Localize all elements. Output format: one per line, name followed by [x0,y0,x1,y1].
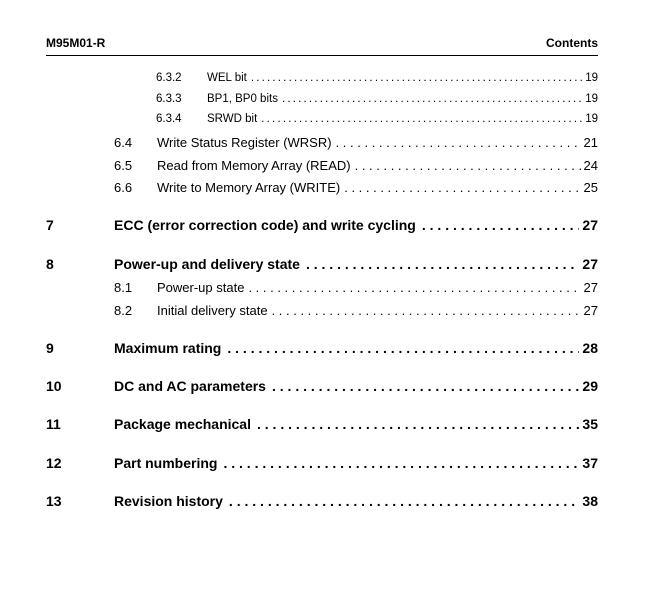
toc-title: SRWD bit [207,113,258,125]
toc-title: Write Status Register (WRSR) [157,135,332,150]
toc-page: 19 [585,113,598,125]
toc-number: 6.4 [114,135,133,150]
toc-entry-6-6[interactable] [114,180,598,195]
toc-page: 27 [583,280,598,295]
toc-title: WEL bit [207,72,247,84]
toc-page: 28 [582,340,598,356]
toc-title: Package mechanical [114,416,251,432]
document-id: M95M01-R [46,36,106,50]
dot-leader [336,135,581,150]
toc-entry-11[interactable] [46,416,598,432]
toc-page: 35 [582,416,598,432]
toc-entry-10[interactable] [46,378,598,394]
toc-page: 27 [582,256,598,272]
toc-number: 8.2 [114,303,133,318]
toc-title: Revision history [114,493,223,509]
toc-number: 10 [46,378,62,394]
toc-number: 11 [46,416,61,432]
toc-entry-8[interactable] [46,256,598,272]
dot-leader [344,180,580,195]
toc-title: Maximum rating [114,340,222,356]
toc-title: DC and AC parameters [114,378,266,394]
toc-title: Write to Memory Array (WRITE) [157,180,341,195]
toc-number: 6.5 [114,158,133,173]
toc-entry-12[interactable] [46,455,598,471]
toc-page: 29 [582,378,598,394]
dot-leader [227,340,579,356]
toc-page: 38 [582,493,598,509]
toc-entry-8-2[interactable] [114,303,598,318]
dot-leader [251,72,582,84]
toc-number: 8 [46,256,54,272]
dot-leader [282,93,582,105]
dot-leader [272,378,579,394]
toc-title: ECC (error correction code) and write cycling [114,217,416,233]
dot-leader [248,280,580,295]
toc-page: 24 [583,158,598,173]
toc-number: 7 [46,217,54,233]
dot-leader [422,217,580,233]
toc-page: 19 [585,93,598,105]
toc-number: 8.1 [114,280,133,295]
toc-entry-8-1[interactable] [114,280,598,295]
toc-title: Read from Memory Array (READ) [157,158,351,173]
toc-number: 6.3.4 [156,113,182,125]
toc-page: 25 [583,180,598,195]
toc-number: 12 [46,455,62,471]
toc-number: 6.6 [114,180,133,195]
dot-leader [261,113,582,125]
toc-entry-6-5[interactable] [114,158,598,173]
toc-number: 9 [46,340,54,356]
dot-leader [306,256,579,272]
toc-page: 27 [582,217,598,233]
toc-page: 27 [583,303,598,318]
toc-page: 21 [583,135,598,150]
toc-page: 37 [582,455,598,471]
toc-number: 6.3.3 [156,93,182,105]
dot-leader [223,455,579,471]
toc-entry-6-3-3[interactable] [156,93,598,105]
toc-title: Part numbering [114,455,218,471]
section-title: Contents [546,36,598,50]
toc-title: BP1, BP0 bits [207,93,278,105]
toc-entry-6-4[interactable] [114,135,598,150]
dot-leader [355,158,581,173]
dot-leader [257,416,579,432]
toc-entry-6-3-2[interactable] [156,72,598,84]
toc-page: 19 [585,72,598,84]
dot-leader [229,493,580,509]
toc-title: Power-up and delivery state [114,256,300,272]
toc-entry-13[interactable] [46,493,598,509]
toc-entry-9[interactable] [46,340,598,356]
toc-entry-7[interactable] [46,217,598,233]
toc-entry-6-3-4[interactable] [156,113,598,125]
toc-number: 6.3.2 [156,72,182,84]
dot-leader [272,303,581,318]
toc-title: Initial delivery state [157,303,268,318]
toc-number: 13 [46,493,62,509]
toc-title: Power-up state [157,280,245,295]
